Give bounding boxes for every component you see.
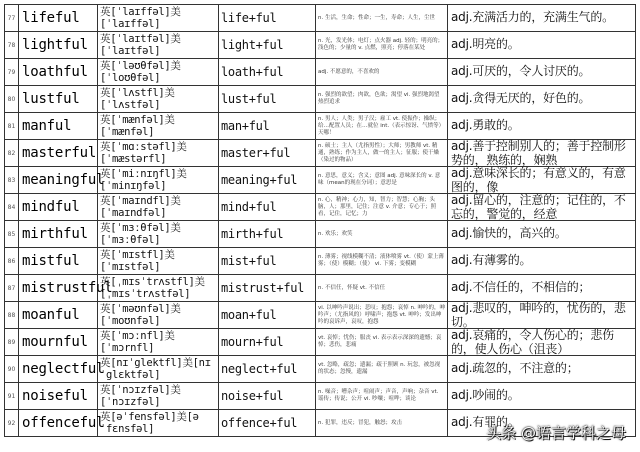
translation-text: adj.可厌的，令人讨厌的。	[451, 64, 591, 79]
pronunciation-cell: 英[ˈlaɪffəl]美[ˈlaɪffəl]	[98, 5, 219, 32]
pronunciation-cell: 英[ˈməʊnfəl]美[ˈmoʊnfəl]	[98, 302, 219, 329]
pronunciation-cell: 英[ˈmiːnɪŋfl]美[ˈminɪŋfəl]	[98, 167, 219, 194]
row-number: 86	[5, 248, 19, 275]
row-number: 91	[5, 383, 19, 410]
pronunciation-cell: 英[ˌmɪsˈtrʌstfl]美[ˌmɪsˈtrʌstfəl]	[98, 275, 219, 302]
row-number: 88	[5, 302, 19, 329]
translation-text: adj.有薄雾的。	[451, 253, 532, 268]
row-number: 90	[5, 356, 19, 383]
definition-cell: n. 噪音；嘈杂声；喧闹声；声音，声响；杂音 vt. 谣传；传说；公开 vi. 吵嚷；喧哗；谈论	[316, 383, 448, 410]
pronunciation-cell: 英[ˈmɑːstəfl]美[ˈmæstərfl]	[98, 140, 219, 167]
word-parts-cell: mourn+ful	[219, 329, 316, 356]
table-row	[5, 140, 636, 167]
watermark	[486, 422, 626, 443]
word-parts-cell: moan+ful	[219, 302, 316, 329]
word-cell: masterful	[19, 140, 98, 167]
table-row	[5, 329, 636, 356]
table-row	[5, 194, 636, 221]
table-row	[5, 248, 636, 275]
word-cell: moanful	[19, 302, 98, 329]
word-cell: noiseful	[19, 383, 98, 410]
table-row	[5, 5, 636, 32]
definition-cell: n. 生活，生命；性命；一生，寿命；人生，尘世	[316, 5, 448, 32]
word-cell: mindful	[19, 194, 98, 221]
translation-text: adj.贪得无厌的，好色的。	[451, 91, 591, 106]
translation-text: adj.充满活力的，充满生气的。	[451, 10, 614, 25]
translation-cell	[448, 32, 636, 59]
translation-cell	[448, 221, 636, 248]
translation-cell	[448, 140, 636, 167]
row-number: 82	[5, 140, 19, 167]
word-parts-cell: light+ful	[219, 32, 316, 59]
translation-cell	[448, 275, 636, 302]
definition-cell: n. 光，发光体；电灯；点火器 adj. 轻的；明亮的；浅色的；少量的 v. 点燃，照亮；停落在某处	[316, 32, 448, 59]
word-cell: lifeful	[19, 5, 98, 32]
table-row	[5, 221, 636, 248]
definition-cell: n. 硕士；主人（尤指男性）；大师；男教师 vt. 精通，熟练；作为主人，做一的主人；征服；使干燥（染过的物品）	[316, 140, 448, 167]
definition-cell: n. 薄雾；视线模糊不清；液体喷雾 vt.（使）蒙上薄雾；（使）模糊；（使） vi. 下雾；变模糊	[316, 248, 448, 275]
pronunciation-cell: 英[ˈmɔːnfl]美[ˈmɔrnfl]	[98, 329, 219, 356]
row-number: 81	[5, 113, 19, 140]
word-cell: neglectful	[19, 356, 98, 383]
table-row	[5, 86, 636, 113]
word-cell: loathful	[19, 59, 98, 86]
row-number: 77	[5, 5, 19, 32]
table-row	[5, 113, 636, 140]
word-parts-cell: neglect+ful	[219, 356, 316, 383]
vocabulary-table-sheet	[4, 4, 635, 437]
watermark-text: 头条 @语言学科之母	[486, 424, 626, 442]
word-parts-cell: man+ful	[219, 113, 316, 140]
table-row	[5, 275, 636, 302]
row-number: 85	[5, 221, 19, 248]
translation-text: adj.愉快的，高兴的。	[451, 226, 567, 241]
translation-cell	[448, 329, 636, 356]
word-parts-cell: mirth+ful	[219, 221, 316, 248]
word-cell: mistrustful	[19, 275, 98, 302]
word-cell: mirthful	[19, 221, 98, 248]
pronunciation-cell: 英[əˈfensfəl]美[əˈfɛnsfəl]	[98, 410, 219, 437]
translation-cell	[448, 59, 636, 86]
table-row	[5, 32, 636, 59]
definition-cell: n. 不信任，怀疑 vt. 不信任	[316, 275, 448, 302]
translation-cell	[448, 167, 636, 194]
definition-cell: n. 犯罪，违反；冒犯，触怒；攻击	[316, 410, 448, 437]
word-parts-cell: noise+ful	[219, 383, 316, 410]
pronunciation-cell: 英[nɪˈglektfl]美[nɪˈglɛktfəl]	[98, 356, 219, 383]
definition-cell: n. 意思，意义；含义；意图 adj. 意味深长的 v. 意味（mean的现在分词）；意思是	[316, 167, 448, 194]
definition-cell: n. 强烈的欲望；肉欲，色欲；渴望 vi. 强烈地渴望 热烈追求	[316, 86, 448, 113]
translation-cell	[448, 302, 636, 329]
pronunciation-cell: 英[ˈmɪstfl]美[ˈmɪstfəl]	[98, 248, 219, 275]
translation-text: adj.有罪的。	[451, 415, 520, 430]
definition-cell: adj. 不愿意的，不喜欢的	[316, 59, 448, 86]
translation-cell	[448, 356, 636, 383]
row-number: 80	[5, 86, 19, 113]
word-cell: mournful	[19, 329, 98, 356]
row-number: 87	[5, 275, 19, 302]
word-parts-cell: mistrust+ful	[219, 275, 316, 302]
translation-text: adj.悲叹的，呻吟的，忧伤的，悲切。	[451, 301, 626, 329]
pronunciation-cell: 英[ˈmænfəl]美[ˈmænfəl]	[98, 113, 219, 140]
word-cell: lightful	[19, 32, 98, 59]
pronunciation-cell: 英[ˈnɔɪzfəl]美[ˈnɔɪzfəl]	[98, 383, 219, 410]
translation-cell	[448, 5, 636, 32]
translation-text: adj.吵闹的。	[451, 388, 520, 403]
translation-text: adj.哀痛的，令人伤心的；悲伤的，使人伤心（沮丧）	[451, 328, 614, 356]
word-parts-cell: meaning+ful	[219, 167, 316, 194]
definition-cell: n. 欢乐；欢笑	[316, 221, 448, 248]
word-parts-cell: life+ful	[219, 5, 316, 32]
translation-cell	[448, 248, 636, 275]
translation-text: adj.不信任的，不相信的；	[451, 280, 591, 295]
word-parts-cell: offence+ful	[219, 410, 316, 437]
pronunciation-cell: 英[ˈlaɪtfəl]美[ˈlaɪtfəl]	[98, 32, 219, 59]
definition-cell: vt. 哀悼；忧伤；服丧 vi. 表示表示深深的遗憾；哀悼；悲伤，悲痛	[316, 329, 448, 356]
translation-text: adj.明亮的。	[451, 37, 520, 52]
vocabulary-table	[4, 4, 636, 437]
pronunciation-cell: 英[ˈləʊθfəl]美[ˈloʊθfəl]	[98, 59, 219, 86]
word-cell: offenceful	[19, 410, 98, 437]
table-row	[5, 302, 636, 329]
translation-text: adj.留心的，注意的；记住的，不忘的，警觉的，经意	[451, 193, 626, 221]
row-number: 92	[5, 410, 19, 437]
word-parts-cell: mind+ful	[219, 194, 316, 221]
definition-cell: n. 心，精神；心力，知，智力；智慧；心胸；头脑，人；那里，记住；注意 v. 介意；专心于；照看，记住，记忆；力	[316, 194, 448, 221]
translation-cell	[448, 86, 636, 113]
row-number: 89	[5, 329, 19, 356]
definition-cell: vi. 以呻吟声说出；悲叹；抱怨；哀悼 n. 呻吟的，呻吟声；（尤指风的）呼啸声；抱怨 vt. 呻吟；发出呻吟的哀诉声，哀叹，抱怨	[316, 302, 448, 329]
translation-cell	[448, 383, 636, 410]
table-row	[5, 59, 636, 86]
definition-cell: vt. 忽略，疏忽；遗漏；疏于照顾 n. 玩忽，被忽视的状态；忽慢，遗漏	[316, 356, 448, 383]
table-row	[5, 356, 636, 383]
word-parts-cell: loath+ful	[219, 59, 316, 86]
word-cell: lustful	[19, 86, 98, 113]
word-cell: meaningful	[19, 167, 98, 194]
pronunciation-cell: 英[ˈmɜːθfəl]美[ˈmɜːθfəl]	[98, 221, 219, 248]
pronunciation-cell: 英[ˈmaɪndfl]美[ˈmaɪndfəl]	[98, 194, 219, 221]
translation-cell	[448, 194, 636, 221]
translation-text: adj.疏忽的，不注意的；	[451, 361, 579, 376]
translation-text: adj.意味深长的；有意义的，有意图的，像	[451, 166, 626, 194]
translation-cell	[448, 113, 636, 140]
row-number: 84	[5, 194, 19, 221]
word-parts-cell: mist+ful	[219, 248, 316, 275]
row-number: 78	[5, 32, 19, 59]
table-row	[5, 383, 636, 410]
vocabulary-table-body	[5, 5, 636, 437]
word-parts-cell: lust+ful	[219, 86, 316, 113]
word-cell: manful	[19, 113, 98, 140]
pronunciation-cell: 英[ˈlʌstfl]美[ˈlʌstfəl]	[98, 86, 219, 113]
table-row	[5, 167, 636, 194]
word-parts-cell: master+ful	[219, 140, 316, 167]
row-number: 79	[5, 59, 19, 86]
translation-text: adj.勇敢的。	[451, 118, 520, 133]
translation-text: adj.善于控制别人的；善于控制形势的，熟练的，娴熟	[451, 139, 626, 167]
word-cell: mistful	[19, 248, 98, 275]
row-number: 83	[5, 167, 19, 194]
definition-cell: n. 男人；人类；男子汉；雇工 vt. 使振作；操纵；给…配置人员；在…就位 int.（表示惊讶、气愤等）天哪！	[316, 113, 448, 140]
